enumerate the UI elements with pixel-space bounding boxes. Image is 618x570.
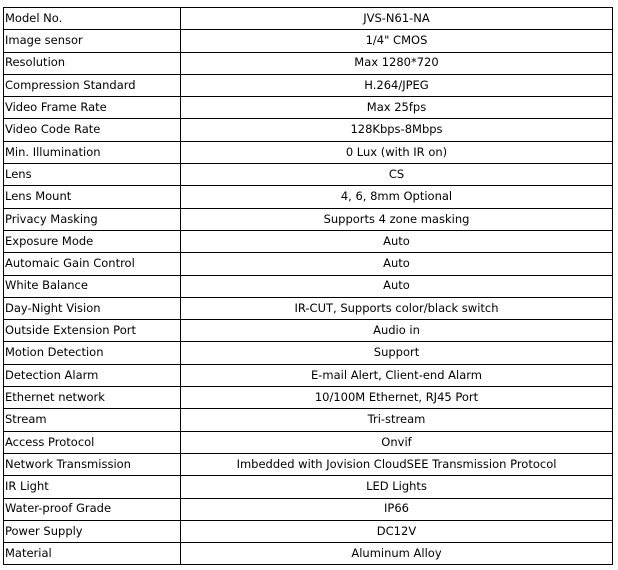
spec-value: DC12V bbox=[181, 520, 613, 542]
spec-value: IP66 bbox=[181, 498, 613, 520]
spec-value: Auto bbox=[181, 230, 613, 252]
spec-label: Outside Extension Port bbox=[4, 320, 181, 342]
spec-value: 1/4" CMOS bbox=[181, 30, 613, 52]
spec-value: Auto bbox=[181, 275, 613, 297]
spec-value: CS bbox=[181, 164, 613, 186]
table-row bbox=[4, 230, 613, 252]
spec-label: White Balance bbox=[4, 275, 181, 297]
spec-label: Access Protocol bbox=[4, 431, 181, 453]
spec-value: Max 1280*720 bbox=[181, 52, 613, 74]
table-row bbox=[4, 364, 613, 386]
spec-value: Tri-stream bbox=[181, 409, 613, 431]
spec-value: 128Kbps-8Mbps bbox=[181, 119, 613, 141]
table-row bbox=[4, 119, 613, 141]
table-row bbox=[4, 342, 613, 364]
table-row bbox=[4, 476, 613, 498]
spec-label: Detection Alarm bbox=[4, 364, 181, 386]
spec-label: Privacy Masking bbox=[4, 208, 181, 230]
spec-label: Min. Illumination bbox=[4, 141, 181, 163]
table-row bbox=[4, 208, 613, 230]
table-row bbox=[4, 52, 613, 74]
spec-label: Compression Standard bbox=[4, 74, 181, 96]
spec-value: Support bbox=[181, 342, 613, 364]
spec-label: Model No. bbox=[4, 8, 181, 30]
table-row bbox=[4, 8, 613, 30]
table-row bbox=[4, 431, 613, 453]
spec-label: Stream bbox=[4, 409, 181, 431]
table-row bbox=[4, 409, 613, 431]
spec-label: Network Transmission bbox=[4, 453, 181, 475]
table-row bbox=[4, 297, 613, 319]
spec-value: JVS-N61-NA bbox=[181, 8, 613, 30]
spec-value: 4, 6, 8mm Optional bbox=[181, 186, 613, 208]
spec-value: Aluminum Alloy bbox=[181, 543, 613, 565]
spec-label: Day-Night Vision bbox=[4, 297, 181, 319]
spec-label: Video Frame Rate bbox=[4, 97, 181, 119]
spec-value: Auto bbox=[181, 253, 613, 275]
table-row bbox=[4, 275, 613, 297]
spec-label: Power Supply bbox=[4, 520, 181, 542]
spec-label: Exposure Mode bbox=[4, 230, 181, 252]
table-row bbox=[4, 253, 613, 275]
spec-value: E-mail Alert, Client-end Alarm bbox=[181, 364, 613, 386]
spec-table bbox=[3, 7, 613, 565]
table-row bbox=[4, 320, 613, 342]
spec-value: 0 Lux (with IR on) bbox=[181, 141, 613, 163]
spec-label: Resolution bbox=[4, 52, 181, 74]
table-row bbox=[4, 186, 613, 208]
table-row bbox=[4, 164, 613, 186]
table-row bbox=[4, 498, 613, 520]
spec-label: Motion Detection bbox=[4, 342, 181, 364]
table-row bbox=[4, 30, 613, 52]
spec-value: H.264/JPEG bbox=[181, 74, 613, 96]
spec-label: Water-proof Grade bbox=[4, 498, 181, 520]
table-row bbox=[4, 74, 613, 96]
table-row bbox=[4, 543, 613, 565]
spec-label: Material bbox=[4, 543, 181, 565]
spec-label: Ethernet network bbox=[4, 387, 181, 409]
spec-label: Lens Mount bbox=[4, 186, 181, 208]
spec-label: Image sensor bbox=[4, 30, 181, 52]
spec-value: Onvif bbox=[181, 431, 613, 453]
spec-value: IR-CUT, Supports color/black switch bbox=[181, 297, 613, 319]
spec-label: IR Light bbox=[4, 476, 181, 498]
spec-value: 10/100M Ethernet, RJ45 Port bbox=[181, 387, 613, 409]
spec-label: Lens bbox=[4, 164, 181, 186]
spec-value: Imbedded with Jovision CloudSEE Transmission Protocol bbox=[181, 453, 613, 475]
table-row bbox=[4, 387, 613, 409]
spec-value: Max 25fps bbox=[181, 97, 613, 119]
table-row bbox=[4, 141, 613, 163]
table-row bbox=[4, 453, 613, 475]
spec-value: Audio in bbox=[181, 320, 613, 342]
spec-label: Video Code Rate bbox=[4, 119, 181, 141]
table-row bbox=[4, 520, 613, 542]
spec-value: LED Lights bbox=[181, 476, 613, 498]
table-row bbox=[4, 97, 613, 119]
spec-label: Automaic Gain Control bbox=[4, 253, 181, 275]
spec-value: Supports 4 zone masking bbox=[181, 208, 613, 230]
